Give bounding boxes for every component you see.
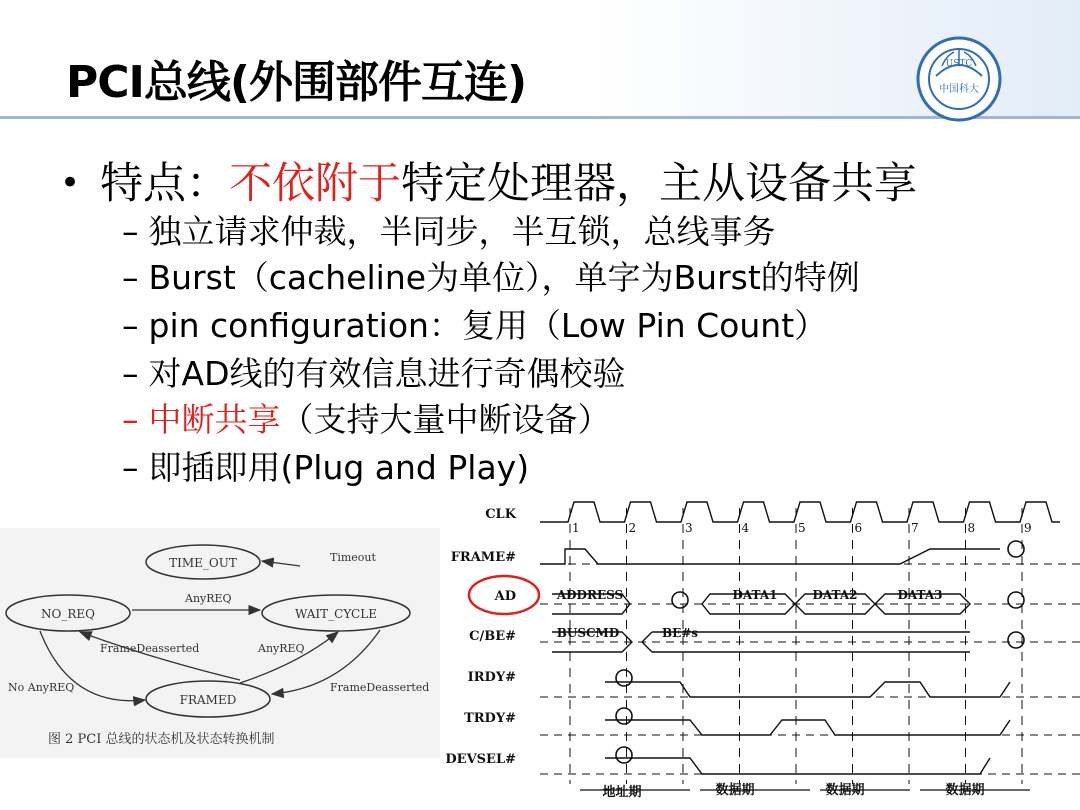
bullet-dot: • xyxy=(60,163,81,203)
bullet-suffix: 特定处理器，主从设备共享 xyxy=(401,159,918,209)
phase-data-3: 数据期 xyxy=(945,783,985,798)
sub-item-1: – 独立请求仲裁，半同步，半互锁，总线事务 xyxy=(122,212,776,251)
clock-number-5: 5 xyxy=(798,521,806,535)
signal-clk: CLK xyxy=(485,507,516,522)
clock-number-1: 1 xyxy=(572,521,580,535)
clock-number-9: 9 xyxy=(1024,521,1032,535)
signal-ad: AD xyxy=(494,589,516,604)
svg-text:中国科大: 中国科大 xyxy=(939,84,979,95)
edge-framedeasserted-2: FrameDeasserted xyxy=(330,681,430,694)
signal-irdy: IRDY# xyxy=(467,670,516,685)
edge-framedeasserted-1: FrameDeasserted xyxy=(100,642,200,655)
sub-item-2: – Burst（cacheline为单位），单字为Burst的特例 xyxy=(122,258,860,297)
ad-data2: DATA2 xyxy=(812,588,858,602)
sub-item-6: – 即插即用(Plug and Play) xyxy=(122,448,530,487)
sub-item-3: – pin configuration：复用（Low Pin Count） xyxy=(122,306,828,345)
edge-timeout: Timeout xyxy=(330,551,376,564)
edge-no-anyreq: No AnyREQ xyxy=(8,681,75,694)
ad-address: ADDRESS xyxy=(556,588,624,602)
clock-number-6: 6 xyxy=(854,521,863,535)
main-bullet xyxy=(60,150,917,211)
bullet-highlight: 不依附于 xyxy=(229,159,402,209)
pci-timing-diagram xyxy=(440,492,1080,810)
state-wait-cycle-label: WAIT_CYCLE xyxy=(295,607,377,621)
sub-item-4: – 对AD线的有效信息进行奇偶校验 xyxy=(122,354,626,393)
svg-text:USTC: USTC xyxy=(945,59,973,69)
cbe-buscmd: BUSCMD xyxy=(556,626,620,640)
phase-data-2: 数据期 xyxy=(825,783,865,798)
state-no-req-label: NO_REQ xyxy=(41,607,95,621)
bullet-prefix: 特点： xyxy=(100,159,230,209)
edge-anyreq-1: AnyREQ xyxy=(185,592,232,605)
signal-trdy: TRDY# xyxy=(464,711,516,726)
clock-number-4: 4 xyxy=(741,521,750,535)
ad-data3: DATA3 xyxy=(897,588,943,602)
phase-data-1: 数据期 xyxy=(715,783,755,798)
clock-number-2: 2 xyxy=(628,521,637,535)
slide-title: PCI总线(外围部件互连) xyxy=(66,57,527,108)
ustc-logo-icon xyxy=(916,36,1002,122)
signal-cbe: C/BE# xyxy=(469,629,516,644)
cbe-bes: BE#s xyxy=(661,626,699,640)
phase-address: 地址期 xyxy=(602,785,642,800)
state-framed-label: FRAMED xyxy=(179,693,237,707)
edge-anyreq-2: AnyREQ xyxy=(258,642,305,655)
signal-devsel: DEVSEL# xyxy=(445,752,516,767)
state-time-out-label: TIME_OUT xyxy=(169,556,237,570)
clock-number-8: 8 xyxy=(967,521,976,535)
clock-number-7: 7 xyxy=(911,521,919,535)
clock-number-3: 3 xyxy=(685,521,693,535)
signal-frame: FRAME# xyxy=(450,550,516,565)
sub-item-5: – 中断共享（支持大量中断设备） xyxy=(122,400,611,439)
state-machine-diagram xyxy=(0,528,445,758)
ad-data1: DATA1 xyxy=(732,588,778,602)
diagram-caption: 图 2 PCI 总线的状态机及状态转换机制 xyxy=(48,732,275,747)
